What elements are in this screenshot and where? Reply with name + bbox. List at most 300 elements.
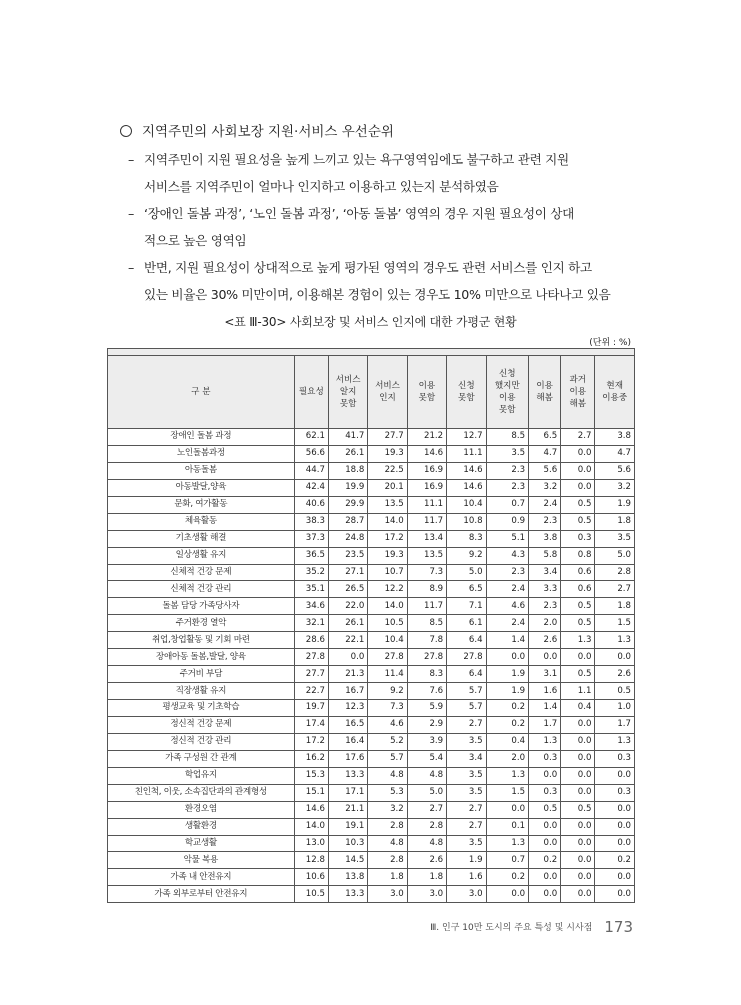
column-header: 과거 이용 해봄 bbox=[561, 356, 595, 429]
table-cell: 0.0 bbox=[529, 767, 561, 784]
table-cell: 0.0 bbox=[561, 462, 595, 479]
table-cell: 0.0 bbox=[595, 801, 635, 818]
table-cell: 23.5 bbox=[328, 547, 367, 564]
column-header: 신청 했지만 이용 못함 bbox=[486, 356, 529, 429]
table-cell: 17.1 bbox=[328, 784, 367, 801]
row-label: 직장생활 유지 bbox=[108, 683, 295, 700]
table-cell: 62.1 bbox=[294, 429, 328, 446]
table-cell: 24.8 bbox=[328, 530, 367, 547]
table-cell: 17.6 bbox=[328, 750, 367, 767]
table-cell: 2.7 bbox=[447, 818, 486, 835]
table-cell: 1.9 bbox=[595, 496, 635, 513]
table-cell: 3.1 bbox=[529, 666, 561, 683]
row-label: 노인돌봄과정 bbox=[108, 445, 295, 462]
table-row bbox=[108, 683, 635, 700]
table-cell: 4.8 bbox=[407, 835, 446, 852]
table-cell: 3.0 bbox=[368, 886, 407, 903]
table-cell: 7.3 bbox=[368, 700, 407, 717]
table-row bbox=[108, 564, 635, 581]
table-cell: 0.6 bbox=[561, 564, 595, 581]
table-cell: 3.2 bbox=[529, 479, 561, 496]
table-cell: 2.8 bbox=[368, 818, 407, 835]
row-label: 가족 외부로부터 안전유지 bbox=[108, 886, 295, 903]
table-cell: 0.0 bbox=[595, 869, 635, 886]
column-header: 서비스 알지 못함 bbox=[328, 356, 367, 429]
table-body bbox=[108, 429, 635, 903]
table-cell: 35.2 bbox=[294, 564, 328, 581]
table-cell: 0.0 bbox=[595, 649, 635, 666]
table-row bbox=[108, 750, 635, 767]
row-label: 신체적 건강 관리 bbox=[108, 581, 295, 598]
table-cell: 0.0 bbox=[561, 835, 595, 852]
table-cell: 10.5 bbox=[368, 615, 407, 632]
table-cell: 5.3 bbox=[368, 784, 407, 801]
table-row bbox=[108, 733, 635, 750]
circle-bullet-icon bbox=[120, 125, 132, 137]
table-cell: 0.0 bbox=[561, 649, 595, 666]
table-cell: 3.4 bbox=[447, 750, 486, 767]
table-row bbox=[108, 547, 635, 564]
table-cell: 14.6 bbox=[447, 479, 486, 496]
table-cell: 7.8 bbox=[407, 632, 446, 649]
table-cell: 16.5 bbox=[328, 716, 367, 733]
table-cell: 1.8 bbox=[368, 869, 407, 886]
table-cell: 0.7 bbox=[486, 496, 529, 513]
table-cell: 6.5 bbox=[529, 429, 561, 446]
table-cell: 4.7 bbox=[529, 445, 561, 462]
bullet-text-line: ‘장애인 돌봄 과정’, ‘노인 돌봄 과정’, ‘아동 돌봄’ 영역의 경우 지원 필요성이 상대 bbox=[144, 206, 575, 221]
table-cell: 0.0 bbox=[561, 750, 595, 767]
table-cell: 35.1 bbox=[294, 581, 328, 598]
row-label: 생활환경 bbox=[108, 818, 295, 835]
table-cell: 1.8 bbox=[595, 513, 635, 530]
table-cell: 9.2 bbox=[368, 683, 407, 700]
table-cell: 0.2 bbox=[486, 869, 529, 886]
table-cell: 6.4 bbox=[447, 666, 486, 683]
table-cell: 0.5 bbox=[529, 801, 561, 818]
row-label: 정신적 건강 문제 bbox=[108, 716, 295, 733]
table-cell: 27.7 bbox=[294, 666, 328, 683]
table-cell: 17.2 bbox=[294, 733, 328, 750]
bullet-item bbox=[116, 146, 646, 200]
table-cell: 14.0 bbox=[294, 818, 328, 835]
table-cell: 2.7 bbox=[407, 801, 446, 818]
table-cell: 0.9 bbox=[486, 513, 529, 530]
table-cell: 5.0 bbox=[407, 784, 446, 801]
table-cell: 0.6 bbox=[561, 581, 595, 598]
table-cell: 2.4 bbox=[529, 496, 561, 513]
table-cell: 3.5 bbox=[595, 530, 635, 547]
table-cell: 21.3 bbox=[328, 666, 367, 683]
table-cell: 4.7 bbox=[595, 445, 635, 462]
table-cell: 0.0 bbox=[595, 767, 635, 784]
table-cell: 0.0 bbox=[595, 835, 635, 852]
table-cell: 0.0 bbox=[561, 869, 595, 886]
table-cell: 2.7 bbox=[561, 429, 595, 446]
table-cell: 22.7 bbox=[294, 683, 328, 700]
table-cell: 22.1 bbox=[328, 632, 367, 649]
bullet-text-line: 있는 비율은 30% 미만이며, 이용해본 경험이 있는 경우도 10% 미만으로 나타나고 있음 bbox=[144, 287, 611, 302]
table-cell: 0.0 bbox=[595, 818, 635, 835]
table-cell: 0.0 bbox=[486, 649, 529, 666]
table-cell: 1.0 bbox=[595, 700, 635, 717]
table-cell: 10.7 bbox=[368, 564, 407, 581]
page-number: 173 bbox=[604, 918, 633, 936]
table-cell: 1.6 bbox=[447, 869, 486, 886]
section-heading bbox=[116, 118, 646, 146]
column-header: 현재 이용중 bbox=[595, 356, 635, 429]
bullet-text-line: 서비스를 지역주민이 얼마나 인지하고 이용하고 있는지 분석하였음 bbox=[144, 179, 499, 194]
table-cell: 0.0 bbox=[595, 886, 635, 903]
table-top-band bbox=[108, 349, 635, 356]
table-cell: 7.3 bbox=[407, 564, 446, 581]
table-cell: 10.4 bbox=[447, 496, 486, 513]
bullet-text-line: 지역주민이 지원 필요성을 높게 느끼고 있는 욕구영역임에도 불구하고 관련 지원 bbox=[144, 152, 569, 167]
table-row bbox=[108, 615, 635, 632]
table-row bbox=[108, 462, 635, 479]
table-row bbox=[108, 818, 635, 835]
table-cell: 20.1 bbox=[368, 479, 407, 496]
table-cell: 3.5 bbox=[447, 767, 486, 784]
table-cell: 12.8 bbox=[294, 852, 328, 869]
bullet-text-line: 반면, 지원 필요성이 상대적으로 높게 평가된 영역의 경우도 관련 서비스를 인지 하고 bbox=[144, 260, 592, 275]
table-cell: 44.7 bbox=[294, 462, 328, 479]
table-cell: 13.3 bbox=[328, 886, 367, 903]
table-unit: (단위 : %) bbox=[589, 338, 631, 348]
table-cell: 0.0 bbox=[486, 801, 529, 818]
table-cell: 10.4 bbox=[368, 632, 407, 649]
table-cell: 0.3 bbox=[529, 784, 561, 801]
table-cell: 14.6 bbox=[294, 801, 328, 818]
table-row bbox=[108, 666, 635, 683]
table-cell: 0.0 bbox=[561, 445, 595, 462]
table-cell: 27.8 bbox=[447, 649, 486, 666]
table-cell: 1.6 bbox=[529, 683, 561, 700]
column-header: 신청 못함 bbox=[447, 356, 486, 429]
table-cell: 1.4 bbox=[486, 632, 529, 649]
table-cell: 0.0 bbox=[529, 886, 561, 903]
table-cell: 4.6 bbox=[368, 716, 407, 733]
table-cell: 27.7 bbox=[368, 429, 407, 446]
table-cell: 4.8 bbox=[407, 767, 446, 784]
table-row bbox=[108, 716, 635, 733]
table-cell: 0.3 bbox=[595, 784, 635, 801]
table-cell: 0.7 bbox=[486, 852, 529, 869]
column-header: 필요성 bbox=[294, 356, 328, 429]
table-cell: 27.1 bbox=[328, 564, 367, 581]
table-row bbox=[108, 479, 635, 496]
table-cell: 3.4 bbox=[529, 564, 561, 581]
table-cell: 0.5 bbox=[561, 801, 595, 818]
table-row bbox=[108, 801, 635, 818]
table-cell: 16.7 bbox=[328, 683, 367, 700]
table-cell: 0.1 bbox=[486, 818, 529, 835]
table-cell: 4.8 bbox=[368, 767, 407, 784]
table-row bbox=[108, 784, 635, 801]
table-cell: 11.7 bbox=[407, 598, 446, 615]
table-cell: 8.9 bbox=[407, 581, 446, 598]
column-header: 서비스 인지 bbox=[368, 356, 407, 429]
table-cell: 2.3 bbox=[529, 513, 561, 530]
table-cell: 2.3 bbox=[486, 479, 529, 496]
table-cell: 5.0 bbox=[447, 564, 486, 581]
table-cell: 0.0 bbox=[561, 886, 595, 903]
table-cell: 4.3 bbox=[486, 547, 529, 564]
table-cell: 28.6 bbox=[294, 632, 328, 649]
table-cell: 0.3 bbox=[529, 750, 561, 767]
row-label: 가족 내 안전유지 bbox=[108, 869, 295, 886]
table-cell: 1.3 bbox=[529, 733, 561, 750]
table-cell: 40.6 bbox=[294, 496, 328, 513]
table-cell: 22.5 bbox=[368, 462, 407, 479]
table-cell: 6.5 bbox=[447, 581, 486, 598]
row-label: 아동돌봄 bbox=[108, 462, 295, 479]
table-cell: 2.6 bbox=[407, 852, 446, 869]
table-cell: 14.0 bbox=[368, 513, 407, 530]
table-cell: 0.0 bbox=[529, 649, 561, 666]
table-cell: 0.2 bbox=[486, 716, 529, 733]
table-cell: 16.9 bbox=[407, 462, 446, 479]
table-cell: 14.6 bbox=[447, 462, 486, 479]
table-cell: 13.5 bbox=[407, 547, 446, 564]
table-cell: 26.1 bbox=[328, 615, 367, 632]
table-row bbox=[108, 852, 635, 869]
table-cell: 37.3 bbox=[294, 530, 328, 547]
table-row bbox=[108, 632, 635, 649]
table-cell: 2.3 bbox=[486, 564, 529, 581]
table-cell: 2.4 bbox=[486, 615, 529, 632]
table-cell: 8.3 bbox=[447, 530, 486, 547]
table-cell: 32.1 bbox=[294, 615, 328, 632]
table-cell: 2.0 bbox=[529, 615, 561, 632]
table-cell: 1.3 bbox=[486, 767, 529, 784]
table-cell: 12.7 bbox=[447, 429, 486, 446]
table-cell: 3.9 bbox=[407, 733, 446, 750]
table-row bbox=[108, 869, 635, 886]
column-header: 이용 못함 bbox=[407, 356, 446, 429]
table-cell: 11.7 bbox=[407, 513, 446, 530]
table-cell: 2.0 bbox=[486, 750, 529, 767]
table-cell: 13.4 bbox=[407, 530, 446, 547]
table-cell: 4.6 bbox=[486, 598, 529, 615]
table-cell: 1.7 bbox=[529, 716, 561, 733]
table-cell: 5.7 bbox=[447, 700, 486, 717]
table-cell: 1.3 bbox=[561, 632, 595, 649]
table-cell: 56.6 bbox=[294, 445, 328, 462]
table-cell: 2.3 bbox=[529, 598, 561, 615]
table-cell: 2.7 bbox=[447, 801, 486, 818]
table-cell: 17.2 bbox=[368, 530, 407, 547]
table-cell: 5.8 bbox=[529, 547, 561, 564]
table-cell: 5.6 bbox=[595, 462, 635, 479]
table-cell: 2.7 bbox=[595, 581, 635, 598]
table-cell: 3.8 bbox=[595, 429, 635, 446]
table-cell: 8.3 bbox=[407, 666, 446, 683]
table-cell: 3.8 bbox=[529, 530, 561, 547]
table-cell: 10.5 bbox=[294, 886, 328, 903]
table-cell: 0.5 bbox=[561, 513, 595, 530]
table-cell: 0.0 bbox=[561, 818, 595, 835]
row-label: 학교생활 bbox=[108, 835, 295, 852]
dash-marker: – bbox=[128, 206, 134, 221]
table-cell: 14.0 bbox=[368, 598, 407, 615]
table-cell: 11.4 bbox=[368, 666, 407, 683]
table-row bbox=[108, 886, 635, 903]
table-cell: 29.9 bbox=[328, 496, 367, 513]
row-label: 신체적 건강 문제 bbox=[108, 564, 295, 581]
table-cell: 0.0 bbox=[529, 869, 561, 886]
table-cell: 13.0 bbox=[294, 835, 328, 852]
table-cell: 4.8 bbox=[368, 835, 407, 852]
table-cell: 13.5 bbox=[368, 496, 407, 513]
table-cell: 0.0 bbox=[561, 852, 595, 869]
table-cell: 38.3 bbox=[294, 513, 328, 530]
table-cell: 7.6 bbox=[407, 683, 446, 700]
table-cell: 0.3 bbox=[595, 750, 635, 767]
column-header: 이용 해봄 bbox=[529, 356, 561, 429]
table-cell: 13.8 bbox=[328, 869, 367, 886]
table-cell: 0.5 bbox=[595, 683, 635, 700]
table-row bbox=[108, 530, 635, 547]
content-section bbox=[116, 118, 646, 308]
table-cell: 26.5 bbox=[328, 581, 367, 598]
table-cell: 12.2 bbox=[368, 581, 407, 598]
table-cell: 42.4 bbox=[294, 479, 328, 496]
table-cell: 21.2 bbox=[407, 429, 446, 446]
bullet-text-line: 적으로 높은 영역임 bbox=[144, 233, 247, 248]
table-cell: 5.0 bbox=[595, 547, 635, 564]
table-cell: 3.0 bbox=[407, 886, 446, 903]
table-cell: 2.4 bbox=[486, 581, 529, 598]
table-cell: 5.1 bbox=[486, 530, 529, 547]
table-cell: 0.2 bbox=[595, 852, 635, 869]
table-row bbox=[108, 649, 635, 666]
row-label: 친인척, 이웃, 소속집단과의 관계형성 bbox=[108, 784, 295, 801]
table-cell: 5.7 bbox=[447, 683, 486, 700]
table-cell: 2.8 bbox=[407, 818, 446, 835]
table-cell: 1.9 bbox=[447, 852, 486, 869]
table-cell: 0.3 bbox=[561, 530, 595, 547]
table-cell: 19.7 bbox=[294, 700, 328, 717]
table-cell: 1.3 bbox=[595, 733, 635, 750]
footer-chapter-title: Ⅲ. 인구 10만 도시의 주요 특성 및 시사점 bbox=[430, 923, 593, 933]
table-cell: 19.3 bbox=[368, 445, 407, 462]
table-cell: 2.7 bbox=[447, 716, 486, 733]
row-label: 주거환경 열악 bbox=[108, 615, 295, 632]
table-cell: 21.1 bbox=[328, 801, 367, 818]
table-cell: 3.5 bbox=[486, 445, 529, 462]
table-cell: 5.2 bbox=[368, 733, 407, 750]
row-label: 취업,창업활동 및 기회 마련 bbox=[108, 632, 295, 649]
table-cell: 1.7 bbox=[595, 716, 635, 733]
table-cell: 0.0 bbox=[486, 886, 529, 903]
row-label: 돌봄 담당 가족당사자 bbox=[108, 598, 295, 615]
table-cell: 2.8 bbox=[368, 852, 407, 869]
table-cell: 15.1 bbox=[294, 784, 328, 801]
row-label: 기초생활 해결 bbox=[108, 530, 295, 547]
row-label: 평생교육 및 기초학습 bbox=[108, 700, 295, 717]
row-label: 체육활동 bbox=[108, 513, 295, 530]
table-row bbox=[108, 581, 635, 598]
table-cell: 0.4 bbox=[486, 733, 529, 750]
table-cell: 19.9 bbox=[328, 479, 367, 496]
table-cell: 10.6 bbox=[294, 869, 328, 886]
section-heading-text: 지역주민의 사회보장 지원·서비스 우선순위 bbox=[142, 124, 394, 140]
table-cell: 3.5 bbox=[447, 835, 486, 852]
table-cell: 0.0 bbox=[561, 716, 595, 733]
table-cell: 0.5 bbox=[561, 496, 595, 513]
table-cell: 19.1 bbox=[328, 818, 367, 835]
table-cell: 7.1 bbox=[447, 598, 486, 615]
table-row bbox=[108, 700, 635, 717]
table-cell: 1.3 bbox=[486, 835, 529, 852]
table-cell: 1.8 bbox=[407, 869, 446, 886]
table-cell: 3.2 bbox=[595, 479, 635, 496]
table-cell: 27.8 bbox=[407, 649, 446, 666]
row-label: 장애인 돌봄 과정 bbox=[108, 429, 295, 446]
table-cell: 0.5 bbox=[561, 666, 595, 683]
table-cell: 14.6 bbox=[407, 445, 446, 462]
table-cell: 19.3 bbox=[368, 547, 407, 564]
table-cell: 36.5 bbox=[294, 547, 328, 564]
table-cell: 9.2 bbox=[447, 547, 486, 564]
table-cell: 14.5 bbox=[328, 852, 367, 869]
table-cell: 5.6 bbox=[529, 462, 561, 479]
bullet-item bbox=[116, 254, 646, 308]
table-cell: 8.5 bbox=[407, 615, 446, 632]
table-row bbox=[108, 835, 635, 852]
table-cell: 0.0 bbox=[561, 784, 595, 801]
table-cell: 3.5 bbox=[447, 733, 486, 750]
row-label: 아동발달,양육 bbox=[108, 479, 295, 496]
table-cell: 1.9 bbox=[486, 666, 529, 683]
bullet-item bbox=[116, 200, 646, 254]
table-cell: 10.8 bbox=[447, 513, 486, 530]
table-cell: 3.3 bbox=[529, 581, 561, 598]
table-cell: 18.8 bbox=[328, 462, 367, 479]
row-label: 장애아동 돌봄,발달, 양육 bbox=[108, 649, 295, 666]
row-label: 문화, 여가활동 bbox=[108, 496, 295, 513]
table-cell: 3.2 bbox=[368, 801, 407, 818]
table-cell: 0.2 bbox=[529, 852, 561, 869]
table-cell: 11.1 bbox=[407, 496, 446, 513]
table-cell: 0.4 bbox=[561, 700, 595, 717]
table-cell: 8.5 bbox=[486, 429, 529, 446]
row-label: 정신적 건강 관리 bbox=[108, 733, 295, 750]
table-cell: 27.8 bbox=[368, 649, 407, 666]
table-cell: 0.0 bbox=[529, 835, 561, 852]
table-cell: 22.0 bbox=[328, 598, 367, 615]
table-cell: 10.3 bbox=[328, 835, 367, 852]
table-cell: 0.0 bbox=[529, 818, 561, 835]
table-cell: 1.3 bbox=[595, 632, 635, 649]
table-cell: 1.5 bbox=[486, 784, 529, 801]
table-cell: 11.1 bbox=[447, 445, 486, 462]
row-label: 가족 구성원 간 관계 bbox=[108, 750, 295, 767]
table-cell: 2.8 bbox=[595, 564, 635, 581]
table-cell: 0.5 bbox=[561, 598, 595, 615]
row-label: 학업유지 bbox=[108, 767, 295, 784]
table-cell: 3.5 bbox=[447, 784, 486, 801]
table-cell: 0.8 bbox=[561, 547, 595, 564]
header-category: 구 분 bbox=[108, 356, 295, 429]
table-row bbox=[108, 598, 635, 615]
table-cell: 28.7 bbox=[328, 513, 367, 530]
table-cell: 6.1 bbox=[447, 615, 486, 632]
table-header-row bbox=[108, 356, 635, 429]
awareness-table bbox=[107, 348, 635, 903]
table-cell: 16.2 bbox=[294, 750, 328, 767]
